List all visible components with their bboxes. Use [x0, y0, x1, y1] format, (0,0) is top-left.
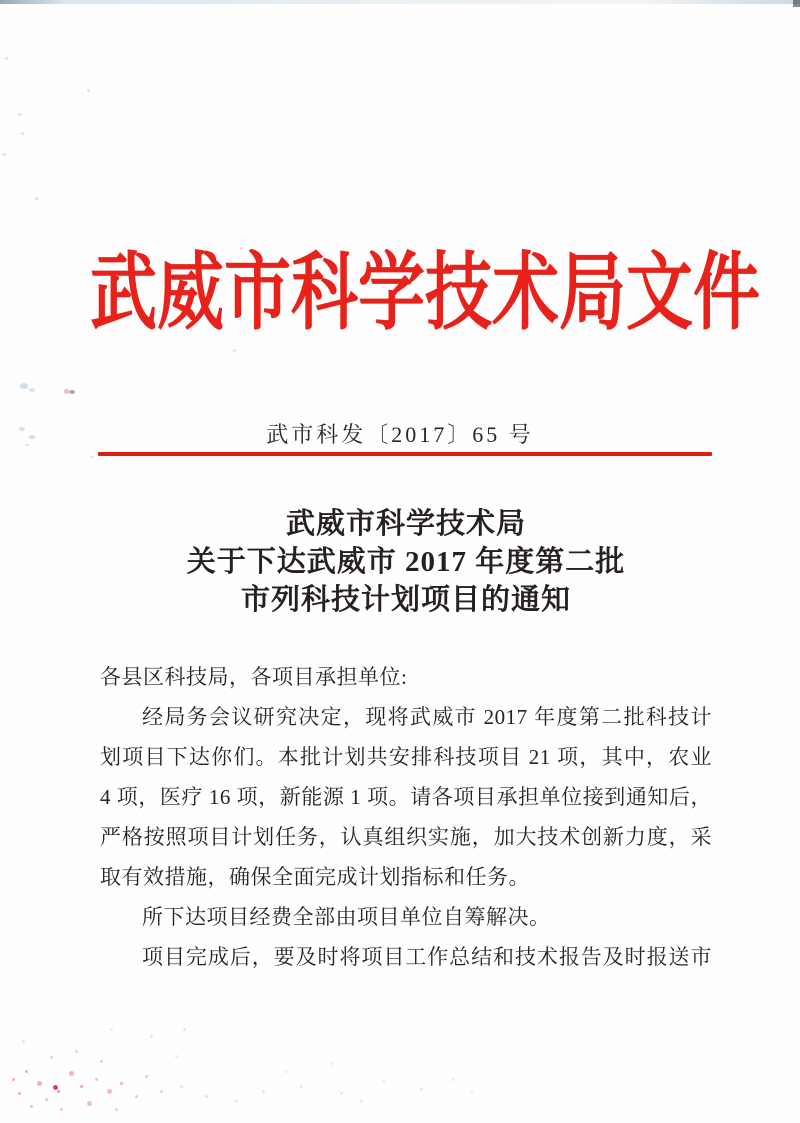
scanner-corner-mark	[793, 0, 800, 7]
body-line: 项目完成后，要及时将项目工作总结和技术报告及时报送市	[142, 945, 712, 969]
document-number: 武市科发〔2017〕65 号	[266, 422, 534, 447]
body-line: 划项目下达你们。本批计划共安排科技项目 21 项，其中，农业	[100, 745, 712, 769]
body-line: 所下达项目经费全部由项目单位自筹解决。	[142, 905, 551, 929]
notice-title	[100, 505, 712, 619]
body-line: 4 项，医疗 16 项，新能源 1 项。请各项目承担单位接到通知后，	[100, 785, 712, 809]
scanner-edge-band	[0, 0, 800, 4]
red-divider-rule	[98, 452, 712, 456]
body-line: 经局务会议研究决定，现将武威市 2017 年度第二批科技计	[142, 705, 712, 729]
salutation-line: 各县区科技局，各项目承担单位:	[100, 665, 408, 689]
notice-title-line-1: 武威市科学技术局	[285, 508, 526, 540]
body-line: 取有效措施，确保全面完成计划指标和任务。	[100, 865, 530, 889]
body-line: 严格按照项目计划任务，认真组织实施，加大技术创新力度，采	[100, 825, 712, 849]
notice-body	[100, 657, 712, 977]
letterhead-title: 武威市科学技术局文件	[90, 247, 760, 341]
notice-title-line-2: 关于下达武威市 2017 年度第二批	[186, 546, 626, 578]
notice-title-line-3: 市列科技计划项目的通知	[240, 584, 571, 616]
scan-artifacts-blue	[0, 0, 4, 2]
